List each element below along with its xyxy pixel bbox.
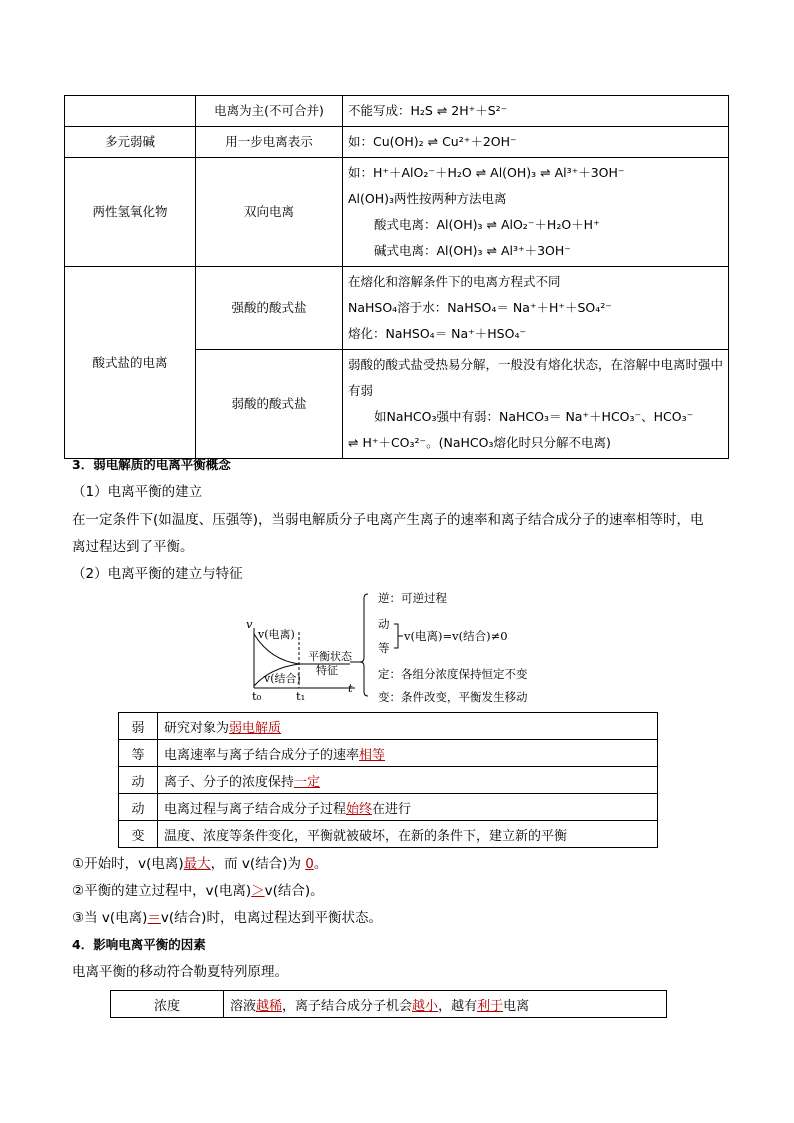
- table-cell: [343, 267, 729, 350]
- table-cell: [343, 127, 729, 158]
- t1-label: t₁: [296, 689, 306, 703]
- paragraph: 在一定条件下(如温度、压强等)，当弱电解质分子电离产生离子的速率和离子结合成分子的速率相等时，电: [72, 512, 704, 528]
- paragraph: 离过程达到了平衡。: [72, 539, 194, 555]
- subheading: （2）电离平衡的建立与特征: [72, 566, 243, 582]
- ionization-table: [64, 95, 729, 459]
- brace: [360, 594, 368, 696]
- cell-line: Al(OH)₃两性按两种方法电离: [348, 191, 507, 206]
- feature-item: 定：各组分浓度保持恒定不变: [378, 667, 528, 681]
- cell-text: 离子、分子的浓度保持: [164, 774, 295, 790]
- table-cell: 双向电离: [196, 158, 343, 267]
- cell-line: 酸式电离：Al(OH)₃ ⇌ AlO₂⁻＋H₂O＋H⁺: [374, 217, 600, 232]
- cell-text: 电离过程与离子结合成分子过程: [164, 801, 347, 817]
- t-axis-label: t: [348, 681, 353, 695]
- table-cell: [343, 158, 729, 267]
- factors-table: [110, 990, 667, 1018]
- table-row: [119, 794, 658, 821]
- t0-label: t₀: [252, 689, 262, 703]
- answer-text: 相等: [359, 747, 386, 763]
- table-cell: 用一步电离表示: [196, 127, 343, 158]
- section-heading: 4．影响电离平衡的因素: [72, 937, 206, 952]
- table-cell: 浓度: [111, 991, 224, 1018]
- cell-line: 如NaHCO₃强中有弱：NaHCO₃＝ Na⁺＋HCO₃⁻、HCO₃⁻: [374, 409, 694, 424]
- feature-item: 逆：可逆过程: [378, 591, 447, 605]
- table-cell: 变: [119, 821, 158, 848]
- v-axis-label: v: [246, 617, 253, 631]
- feature-item: 变：条件改变，平衡发生移动: [378, 690, 528, 704]
- table-cell: 强酸的酸式盐: [196, 267, 343, 350]
- equilibrium-label: 平衡状态: [308, 650, 352, 663]
- cell-line: 不能写成：H₂S ⇌ 2H⁺＋S²⁻: [348, 103, 508, 118]
- cell-line: 在熔化和溶解条件下的电离方程式不同: [348, 274, 561, 289]
- table-cell: 动: [119, 794, 158, 821]
- feature-item: 等: [378, 641, 390, 655]
- features-table: [118, 712, 658, 848]
- table-cell: 酸式盐的电离: [65, 267, 196, 459]
- cell-line: NaHSO₄溶于水：NaHSO₄＝ Na⁺＋H⁺＋SO₄²⁻: [348, 300, 612, 315]
- note-line: ②平衡的建立过程中，v(电离)＞v(结合)。: [72, 883, 324, 899]
- table-cell: 弱酸的酸式盐: [196, 350, 343, 459]
- table-row: [111, 991, 667, 1018]
- table-cell: [65, 96, 196, 127]
- cell-line: ⇌ H⁺＋CO₃²⁻。(NaHCO₃熔化时只分解不电离): [348, 435, 611, 450]
- combine-label: v(结合): [264, 672, 301, 685]
- answer-text: 始终: [346, 801, 373, 817]
- table-row: [65, 158, 729, 267]
- table-row: [65, 96, 729, 127]
- table-row: [119, 740, 658, 767]
- table-cell: 两性氢氧化物: [65, 158, 196, 267]
- answer-text: 一定: [294, 774, 321, 790]
- cell-text: 电离速率与离子结合成分子的速率: [164, 747, 360, 763]
- cell-line: 弱酸的酸式盐受热易分解，一般没有熔化状态，在溶解中电离时强中有弱: [348, 357, 724, 398]
- equilibrium-diagram: [240, 588, 560, 706]
- table-cell: 动: [119, 767, 158, 794]
- answer-text: 弱电解质: [229, 720, 282, 736]
- table-cell: [343, 96, 729, 127]
- feature-item: 动: [378, 617, 390, 631]
- table-cell: 等: [119, 740, 158, 767]
- table-cell: [158, 740, 658, 767]
- equal-expression: v(电离)=v(结合)≠0: [404, 629, 508, 643]
- cell-text: 研究对象为: [164, 720, 230, 736]
- table-row: [119, 767, 658, 794]
- paragraph: 电离平衡的移动符合勒夏特列原理。: [72, 964, 288, 980]
- table-cell: 溶液越稀，离子结合成分子机会越小，越有利于电离: [224, 991, 667, 1018]
- table-row: [119, 821, 658, 848]
- note-line: ③当 v(电离)＝v(结合)时，电离过程达到平衡状态。: [72, 910, 382, 926]
- cell-line: 碱式电离：Al(OH)₃ ⇌ Al³⁺＋3OH⁻: [374, 243, 571, 258]
- table-row: [65, 267, 729, 350]
- subheading: （1）电离平衡的建立: [72, 484, 203, 500]
- table-cell: 电离为主(不可合并): [196, 96, 343, 127]
- table-cell: [158, 794, 658, 821]
- table-cell: [158, 713, 658, 740]
- table-row: [65, 127, 729, 158]
- cell-line: 熔化：NaHSO₄＝ Na⁺＋HSO₄⁻: [348, 326, 527, 341]
- table-cell: [158, 821, 658, 848]
- cell-text: 在进行: [372, 801, 412, 817]
- table-cell: 弱: [119, 713, 158, 740]
- cell-line: 如：H⁺＋AlO₂⁻＋H₂O ⇌ Al(OH)₃ ⇌ Al³⁺＋3OH⁻: [348, 165, 625, 180]
- table-cell: [158, 767, 658, 794]
- table-cell: [343, 350, 729, 459]
- section-heading: 3．弱电解质的电离平衡概念: [72, 457, 231, 472]
- table-cell: 多元弱碱: [65, 127, 196, 158]
- table-row: [119, 713, 658, 740]
- note-line: ①开始时，v(电离)最大，而 v(结合)为 0。: [72, 856, 328, 872]
- cell-text: 温度、浓度等条件变化，平衡就被破坏，在新的条件下，建立新的平衡: [164, 828, 568, 844]
- feature-label: 特征: [316, 664, 338, 677]
- cell-line: 如：Cu(OH)₂ ⇌ Cu²⁺＋2OH⁻: [348, 134, 517, 149]
- ionize-label: v(电离): [258, 628, 295, 641]
